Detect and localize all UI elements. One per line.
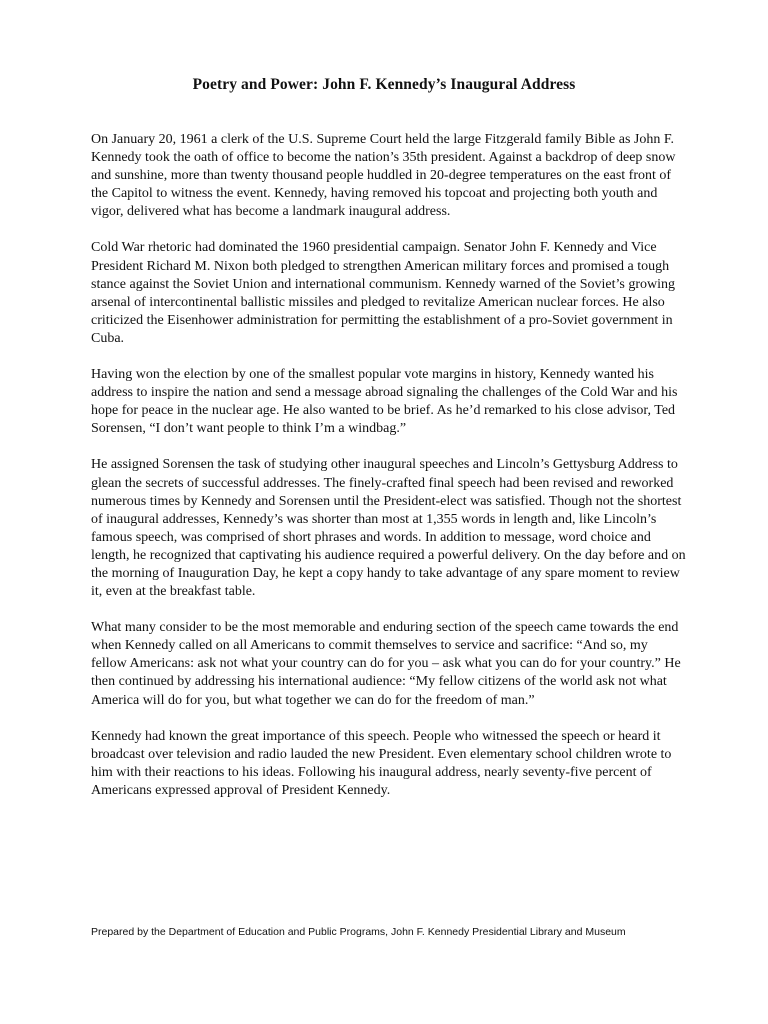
document-body	[91, 131, 686, 818]
paragraph-memorable-section: What many consider to be the most memorable and enduring section of the speech came towards the end when Kennedy called on all Americans to commit themselves to service and sacrifice: “And so, my fellow Americans: ask not what your country can do for you – ask what you can do for your country.” He then continued by addressing his international audience: “My fellow citizens of the world ask not what America will do for you, but what together we can do for the freedom of man.”	[91, 620, 681, 708]
paragraph-inauguration: On January 20, 1961 a clerk of the U.S. Supreme Court held the large Fitzgerald family Bible as John F. Kennedy took the oath of office to become the nation’s 35th president. Against a backdrop of deep snow and sunshine, more than twenty thousand people huddled in 20-degree temperatures on the east front of the Capitol to witness the event. Kennedy, having removed his topcoat and projecting both youth and vigor, delivered what has become a landmark inaugural address.	[91, 132, 676, 220]
paragraph-reception: Kennedy had known the great importance of this speech. People who witnessed the speech or heard it broadcast over television and radio lauded the new President. Even elementary school children wrote to him with their reactions to his ideas. Following his inaugural address, nearly seventy-five percent of Americans expressed approval of President Kennedy.	[91, 728, 672, 798]
paragraph-cold-war: Cold War rhetoric had dominated the 1960 presidential campaign. Senator John F. Kennedy and Vice President Richard M. Nixon both pledged to strengthen American military forces and promised a tough stance against the Soviet Union and international communism. Kennedy warned of the Soviet’s growing arsenal of intercontinental ballistic missiles and pledged to revitalize American nuclear forces. He also criticized the Eisenhower administration for permitting the establishment of a pro-Soviet government in Cuba.	[91, 240, 675, 346]
document-footer: Prepared by the Department of Education and Public Programs, John F. Kennedy Presidential Library and Museum	[91, 926, 626, 938]
paragraph-election: Having won the election by one of the smallest popular vote margins in history, Kennedy wanted his address to inspire the nation and send a message abroad signaling the challenges of the Cold War and his hope for peace in the nuclear age. He also wanted to be brief. As he’d remarked to his close advisor, Ted Sorensen, “I don’t want people to think I’m a windbag.”	[91, 367, 678, 437]
paragraph-sorensen: He assigned Sorensen the task of studying other inaugural speeches and Lincoln’s Gettysburg Address to glean the secrets of successful addresses. The finely-crafted final speech had been revised and reworked numerous times by Kennedy and Sorensen until the President-elect was satisfied. Though not the shortest of inaugural addresses, Kennedy’s was shorter than most at 1,355 words in length and, like Lincoln’s famous speech, was comprised of short phrases and words. In addition to message, word choice and length, he recognized that captivating his audience required a powerful delivery. On the day before and on the morning of Inauguration Day, he kept a copy handy to take advantage of any spare moment to review it, even at the breakfast table.	[91, 457, 686, 600]
document-title: Poetry and Power: John F. Kennedy’s Inaugural Address	[192, 76, 576, 93]
